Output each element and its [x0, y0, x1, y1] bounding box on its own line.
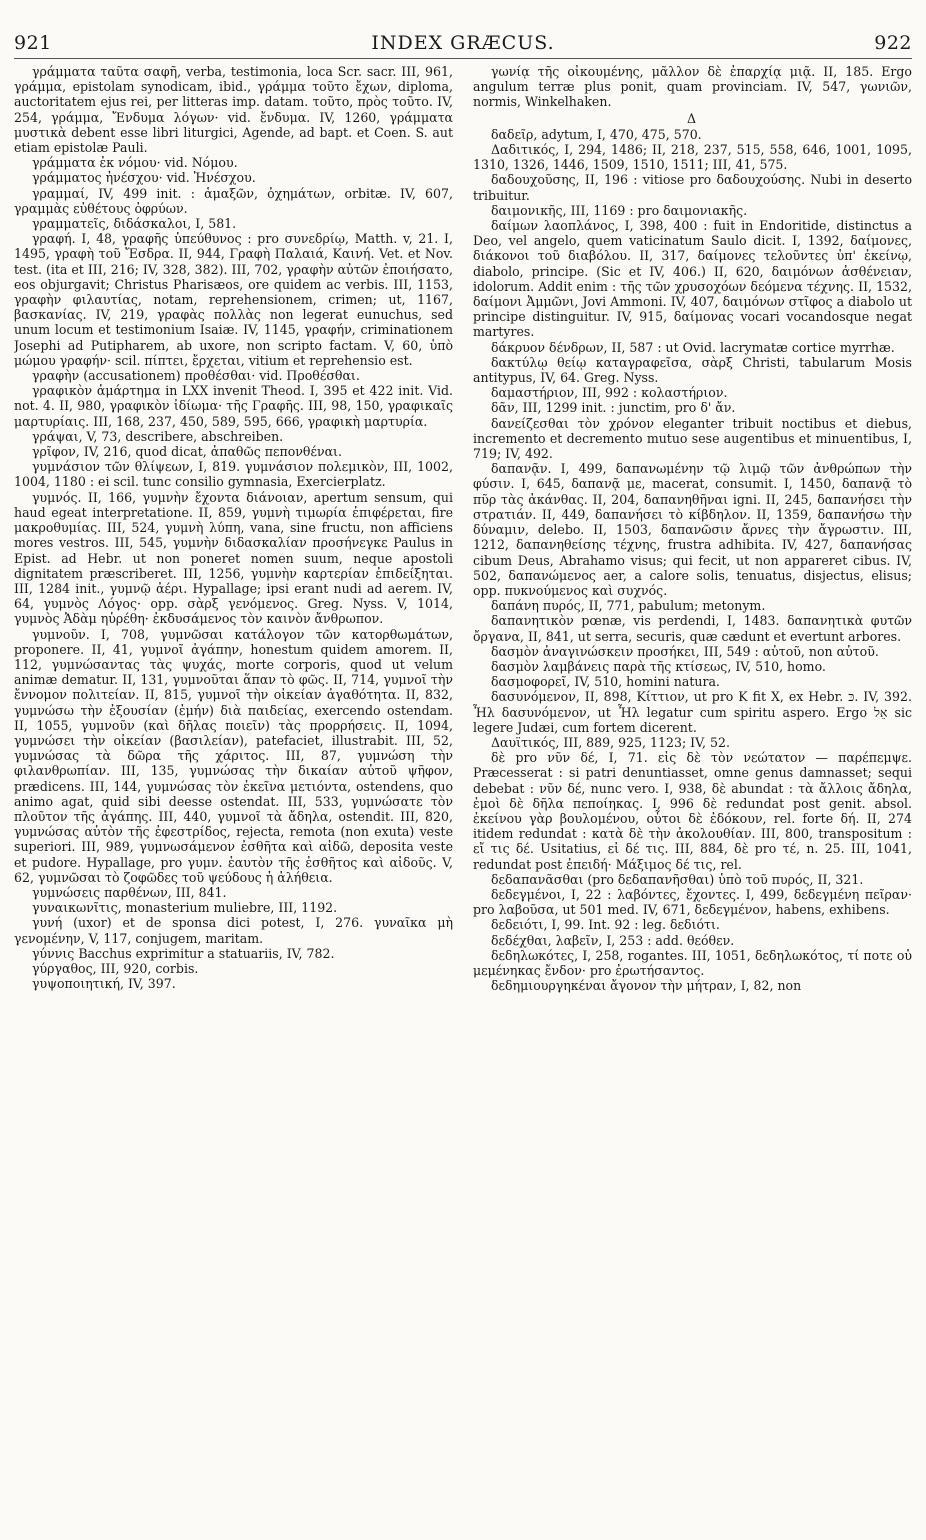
index-entry: δεδεγμένοι, I, 22 : λαβόντες, ἔχοντες. I, 499, δεδεγμένη πεῖραν· pro λαβοῦσα, ut 501 med. IV, 671, δεδεγμένον, habens, exhibens. — [473, 886, 912, 918]
section-letter-delta: Δ — [686, 110, 699, 126]
index-entry: δαμαστήριον, III, 992 : κολαστήριον. — [491, 385, 728, 401]
index-entry: δαδεῖρ, adytum, I, 470, 475, 570. — [491, 126, 702, 142]
index-entry: δὲ pro νῦν δέ, I, 71. εἰς δὲ τὸν νεώτατον — παρέπεμψε. Præcesserat : si patri denuntiasset, omne genus damnasset; sequi debebat : νῦν δέ, nunc vero. I, 938, δὲ abundat : τὰ ἄλλοις ἄδηλα, ἐμοὶ δὲ δῆλα πεποίηκας. I, 996 δὲ redundat post genit. absol. ἐκείνου γὰρ βουλομένου, οὗτοι δὲ ἐδόκουν, rel. forte δή. II, 274 itidem redundat : κατὰ δὲ τὴν ἀκολουθίαν. III, 800, transpositum : εἴ τις δέ. Usitatius, εἰ δέ τις. III, 884, δὲ pro τέ, n. 25. III, 1041, redundat post ἐπειδή· Μάξιμος δέ τις, rel. — [473, 750, 912, 872]
index-entry: γυμνοῦν. I, 708, γυμνῶσαι κατάλογον τῶν κατορθωμάτων, proponere. II, 41, γυμνοῖ ἀγάπην, honestum quidem amorem. II, 112, γυμνώσαντας τὰς ψυχάς, morte corporis, quod ut velum animæ dematur. II, 131, γυμνοῦται ἅπαν τὸ φῶς. II, 714, γυμνοῖ τὴν ἔννομον πολιτείαν. II, 815, γυμνοῖ τὴν οἰκείαν ἀγαθότητα. II, 832, γυμνώσω τὴν ἐξουσίαν (ἐμήν) διὰ παιδείας, exercendo ostendam. II, 1055, γυμνοῦν (καὶ δῆλας ποιεῖν) τὰς προρρήσεις. II, 1094, γυμνώσει τὴν οἰκείαν (βασιλείαν), patefaciet, illustrabit. III, 52, γυμνώσας τὰ δῶρα τῆς χάριτος. III, 87, γυμνώση τὴν φιλανθρωπίαν. III, 135, γυμνώσας τὴν δικαίαν αὐτοῦ ψῆφον, prædicens. III, 144, γυμνώσας τὸν ἐκεῖνα μετιόντα, ostendens, quo animo agat, quid sibi deesse ostendat. III, 533, γυμνώσατε τὸν πλοῦτον τῆς ἀγάπης. III, 440, γυμνοῖ τὰ ἄδηλα, ostendit. III, 820, γυμνώσας αὐτὸν τῆς ἐφεστρίδος, rejecta, remota (non exuta) veste superiori. III, 989, γυμνωσάμενον ἐσθῆτα καὶ αἰδῶ, deposita veste et pudore. Hypallage, pro γυμν. ἑαυτὸν τῆς ἐσθῆτος καὶ αἰδοῦς. V, 62, γυμνῶσαι τὸ ζοφῶδες τοῦ ψεύδους ἡ ἀλήθεια. — [14, 626, 453, 885]
index-entry: δάκρυον δένδρων, II, 587 : ut Ovid. lacrymatæ cortice myrrhæ. — [491, 339, 895, 355]
index-entry: δεδαπανᾶσθαι (pro δεδαπανῆσθαι) ὑπὸ τοῦ πυρός, II, 321. — [491, 871, 864, 887]
index-entry: γραμμαί, IV, 499 init. : ἁμαξῶν, ὀχημάτων, orbitæ. IV, 607, γραμμὰς εὐθέτους ὀφρύων. — [14, 185, 453, 216]
left-column — [14, 64, 453, 1529]
index-entry: δαιμονικῆς, III, 1169 : pro δαιμονιακῆς. — [491, 202, 748, 218]
header-rule — [14, 58, 912, 59]
page-header — [14, 32, 912, 56]
index-entry: δακτύλῳ θείῳ καταγραφεῖσα, σὰρξ Christi, tabularum Mosis antitypus, IV, 64. Greg. Nyss. — [473, 354, 912, 386]
index-entry: Δαδιτικός, I, 294, 1486; II, 218, 237, 515, 558, 646, 1001, 1095, 1310, 1326, 1446, 1509, 1510, 1511; III, 41, 575. — [473, 142, 912, 173]
index-entry: γράμματος ἠνέσχου· vid. Ἠνέσχου. — [32, 170, 256, 186]
index-entry: δεδηλωκότες, I, 258, rogantes. III, 1051, δεδηλωκότος, τί ποτε οὐ μεμένηκας ἔνδον· pro ἐρωτήσαντος. — [473, 947, 912, 978]
index-entry: γράμματα ἐκ νόμου· vid. Νόμου. — [32, 155, 238, 171]
index-entry: δαπανᾷν. I, 499, δαπανωμένην τῷ λιμῷ τῶν ἀνθρώπων τὴν φύσιν. I, 645, δαπανᾷ με, macerat, consumit. I, 1450, δαπανᾷ τὸ πῦρ τὰς ἀκάνθας. II, 204, δαπανηθῆναι igni. II, 245, δαπανήσει τὴν στρατιάν. II, 449, δαπανήσει τὸ κίβδηλον. II, 1359, δαπανήσω τὴν δύναμιν, delebo. II, 1503, δαπανῶσιν ἄρνες τὴν ἄγρωστιν. III, 1212, δαπανηθείσης τέχνης, frustra adhibita. IV, 427, δαπανήσας cibum Deus, Abrahamo visus; qui fecit, ut non appareret cibus. IV, 502, δαπανώμενος aer, a calore solis, tenuatus, disjectus, elisus; opp. πυκνούμενος καὶ συχνός. — [473, 461, 912, 598]
page-number-left: 921 — [14, 32, 52, 54]
index-entry: γραφή. I, 48, γραφῆς ὑπεύθυνος : pro συνεδρίῳ, Matth. v, 21. I, 1495, γραφὴ τοῦ Ἔσδρα. II, 944, Γραφὴ Παλαιά, Καινή. Vet. et Nov. test. (ita et III, 216; IV, 328, 382). III, 702, γραφὴν αὐτῶν ἐποιήσατο, eos objurgavit; Christus Pharisæos, ore quidem ac verbis. III, 1153, γραφὴν φιλαυτίας, notam, reprehensionem, crimen; ut, 1167, βασκανίας. IV, 219, γραφὰς πολλὰς non legerat eunuchus, sed unum locum et testimonium Isaiæ. IV, 1145, γραφήν, criminationem Josephi ad Putipharem, ab uxore, non scripto factam. V, 60, ὑπὸ μώμου γραφήν· scil. πίπτει, ἔρχεται, vitium et reprehensio est. — [14, 231, 453, 368]
index-entry: γυμνώσεις παρθένων, III, 841. — [32, 884, 227, 900]
index-entry: δᾶν, III, 1299 init. : junctim, pro δ' ἄν. — [491, 400, 736, 416]
index-entry: γυναικωνῖτις, monasterium muliebre, III, 1192. — [32, 900, 338, 916]
index-entry: γυνή (uxor) et de sponsa dici potest, I, 276. γυναῖκα μὴ γενομένην, V, 117, conjugem, maritam. — [14, 915, 453, 946]
right-column-delta-entries — [473, 127, 912, 994]
index-entry: δαίμων λαοπλάνος, I, 398, 400 : fuit in Endoritide, distinctus a Deo, vel angelo, quem vaticinatum Saulo dicit. I, 1392, δαίμονες, διάκονοι τοῦ διαβόλου. II, 317, δαίμονες τελοῦντες ὑπ' ἐκείνῳ, diabolo, principe. (Sic et IV, 406.) II, 620, δαιμόνων ἀσθένειαν, idolorum. Addit enim : τῆς τῶν χρυσοχόων δεόμενα τέχνης. II, 1532, δαίμονι Ἀμμῶνι, Jovi Ammoni. IV, 407, δαιμόνων στῖφος a diabolo ut principe distinguitur. IV, 915, δαίμονας vocari vocandosque negat martyres. — [473, 218, 912, 340]
index-entry: Δαυϊτικός, III, 889, 925, 1123; IV, 52. — [491, 734, 730, 750]
index-entry: γυψοποιητική, IV, 397. — [32, 976, 176, 992]
page-number-right: 922 — [874, 32, 912, 54]
index-entry: δαπάνη πυρός, II, 771, pabulum; metonym. — [491, 598, 766, 614]
index-entry: δαδουχοῦσης, II, 196 : vitiose pro δαδουχούσης. Nubi in deserto tribuitur. — [473, 172, 912, 203]
index-entry: γωνίᾳ τῆς οἰκουμένης, μᾶλλον δὲ ἐπαρχίᾳ μιᾷ. II, 185. Ergo angulum terræ plus ponit, quam provinciam. IV, 547, γωνιῶν, normis, Winkelhaken. — [473, 64, 912, 110]
index-entry: δεδέχθαι, λαβεῖν, I, 253 : add. θεόθεν. — [491, 932, 735, 948]
right-column — [473, 64, 912, 1529]
index-entry: γραφὴν (accusationem) προθέσθαι· vid. Προθέσθαι. — [32, 368, 360, 384]
index-entry: δεδειότι, I, 99. Int. 92 : leg. δεδιότι. — [491, 917, 720, 933]
index-entry: γραφικὸν ἁμάρτημα in LXX invenit Theod. I, 395 et 422 init. Vid. not. 4. II, 980, γραφικὸν ἰδίωμα· τῆς Γραφῆς. III, 98, 150, γραφικαῖς μαρτυρίαις. III, 168, 237, 450, 589, 595, 666, γραφικὴ μαρτυρία. — [14, 383, 453, 429]
index-entry: δασυνόμενον, II, 898, Κίττιον, ut pro K fit X, ex Hebr. כּ. IV, 392. Ἦλ δασυνόμενον, ut Ἦλ legatur cum spiritu aspero. Ergo אֵל sic legere Judæi, cum fortem dicerent. — [473, 689, 912, 735]
running-title: INDEX GRÆCUS. — [371, 32, 555, 54]
index-entry: γυμνός. II, 166, γυμνὴν ἔχοντα διάνοιαν, apertum sensum, qui haud egeat interpretatione. II, 859, γυμνὴ τιμωρία ἐπιφέρεται, fire μακροθυμίας. III, 524, γυμνὴ λύπη, vana, sine fructu, non afficiens mores vestros. III, 545, γυμνὴν διδασκαλίαν προσήνεγκε Paulus in Epist. ad Hebr. ut non poneret nomen suum, neque apostoli dignitatem præscriberet. III, 1256, γυμνὴν καρτερίαν ἐπιδείξηται. III, 1284 init., γυμνῷ ἀέρι. Hypallage; ipsi erant nudi ad aerem. IV, 64, γυμνὸς Λόγος· opp. σὰρξ γενόμενος. Greg. Nyss. V, 1014, γυμνὸς Ἀδὰμ ηὑρέθη· ἐκδυσάμενος τὸν καινὸν ἄνθρωπον. — [14, 489, 453, 627]
right-column-gamma-entries — [473, 64, 912, 110]
index-entry: γραμματεῖς, διδάσκαλοι, I, 581. — [32, 216, 237, 232]
index-entry: γύννις Bacchus exprimitur a statuariis, IV, 782. — [32, 945, 335, 961]
index-entry: γρῖφον, IV, 216, quod dicat, ἀπαθῶς πεπονθέναι. — [32, 444, 342, 460]
index-entry: δαπανητικὸν pœnæ, vis perdendi, I, 1483. δαπανητικὰ φυτῶν ὄργανα, II, 841, ut serra, securis, quæ cædunt et evertunt arbores. — [473, 613, 912, 644]
index-entry: δασμὸν ἀναγινώσκειν προσήκει, III, 549 : αὐτοῦ, non αὐτοῦ. — [491, 643, 879, 659]
index-entry: γράμματα ταῦτα σαφῆ, verba, testimonia, loca Scr. sacr. III, 961, γράμμα, epistolam synodicam, ibid., γράμμα τοῦτο ἔχων, diploma, auctoritatem ejus rei, per litteras imp. datam. τοῦτο, πρὸς τοῦτο. IV, 254, γράμμα, Ἔνδυμα λόγων· vid. ἔνδυμα. IV, 1260, γράμματα μυστικὰ debent esse libri liturgici, Agende, ad bapt. et Coen. S. aut etiam epistolæ Pauli. — [14, 64, 453, 156]
index-entry: γράψαι, V, 73, describere, abschreiben. — [32, 428, 284, 444]
index-entry: γύργαθος, III, 920, corbis. — [32, 960, 199, 976]
index-entry: δασμὸν λαμβάνεις παρὰ τῆς κτίσεως, IV, 510, homo. — [491, 658, 826, 674]
index-entry: δανείζεσθαι τὸν χρόνον eleganter tribuit noctibus et diebus, incremento et decremento mutuo sese augentibus et minuentibus, I, 719; IV, 492. — [473, 415, 912, 462]
index-entry: γυμνάσιον τῶν θλίψεων, I, 819. γυμνάσιον πολεμικὸν, III, 1002, 1004, 1180 : ei scil. tunc consilio gymnasia, Exercierplatz. — [14, 459, 453, 490]
index-entry: δεδημιουργηκέναι ἄγονον τὴν μήτραν, I, 82, non — [491, 978, 802, 994]
index-entry: δασμοφορεῖ, IV, 510, homini natura. — [491, 674, 720, 690]
